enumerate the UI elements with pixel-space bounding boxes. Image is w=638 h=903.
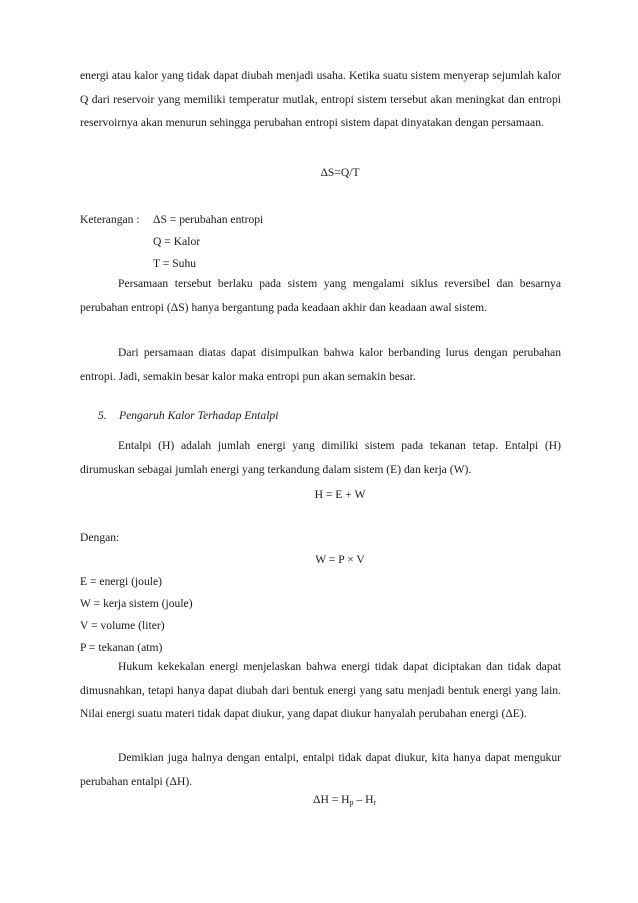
- paragraph-reversible: Persamaan tersebut berlaku pada sistem yang mengalami siklus reversibel dan besarnya perubahan entropi (ΔS) hanya bergantung pada keadaan akhir dan keadaan awal sistem.: [80, 277, 561, 314]
- equation-delta-h: [313, 790, 376, 813]
- section-number: 5.: [98, 409, 107, 422]
- delta-h-sub-r: r: [373, 798, 377, 807]
- delta-h-prefix: ΔH = H: [313, 793, 350, 806]
- keterangan-item: T = Suhu: [153, 257, 197, 270]
- delta-h-sub-p: p: [349, 798, 354, 807]
- paragraph-enthalpy-change: Demikian juga halnya dengan entalpi, entalpi tidak dapat diukur, kita hanya dapat mengukur perubahan entalpi (ΔH).: [80, 751, 561, 788]
- paragraph-energy-conservation: Hukum kekekalan energi menjelaskan bahwa energi tidak dapat diciptakan dan tidak dapat dimusnahkan, tetapi hanya dapat diubah dari bentuk energi yang satu menjadi bentuk energi yang lain. Nilai energi suatu materi tidak dapat diukur, yang dapat diukur hanyalah perubahan energi (ΔE).: [80, 660, 561, 721]
- paragraph-enthalpy: Entalpi (H) adalah jumlah energi yang dimiliki sistem pada tekanan tetap. Entalpi (H) dirumuskan sebagai jumlah energi yang terkandung dalam sistem (E) dan kerja (W).: [80, 439, 561, 476]
- delta-h-mid: – H: [353, 793, 374, 806]
- keterangan-item: ΔS = perubahan entropi: [153, 213, 264, 226]
- definition-item: E = energi (joule): [80, 575, 162, 588]
- equation-work: W = P × V: [315, 553, 365, 566]
- section-title: Pengaruh Kalor Terhadap Entalpi: [119, 409, 279, 422]
- definition-item: P = tekanan (atm): [80, 641, 163, 654]
- definition-item: V = volume (liter): [80, 619, 165, 632]
- definition-item: W = kerja sistem (joule): [80, 597, 193, 610]
- keterangan-label: Keterangan :: [80, 213, 140, 226]
- keterangan-item: Q = Kalor: [153, 235, 201, 248]
- paragraph-entropy-intro: energi atau kalor yang tidak dapat diubah menjadi usaha. Ketika suatu sistem menyerap sejumlah kalor Q dari reservoir yang memiliki temperatur mutlak, entropi sistem tersebut akan meningkat dan entropi reservoirnya akan menurun sehingga perubahan entropi sistem dapat dinyatakan dengan persamaan.: [80, 69, 561, 130]
- equation-enthalpy: H = E + W: [314, 488, 366, 501]
- paragraph-conclusion: Dari persamaan diatas dapat disimpulkan bahwa kalor berbanding lurus dengan perubahan entropi. Jadi, semakin besar kalor maka entropi pun akan semakin besar.: [80, 346, 561, 383]
- equation-entropy: ΔS=Q/T: [320, 166, 360, 179]
- dengan-label: Dengan:: [80, 531, 120, 544]
